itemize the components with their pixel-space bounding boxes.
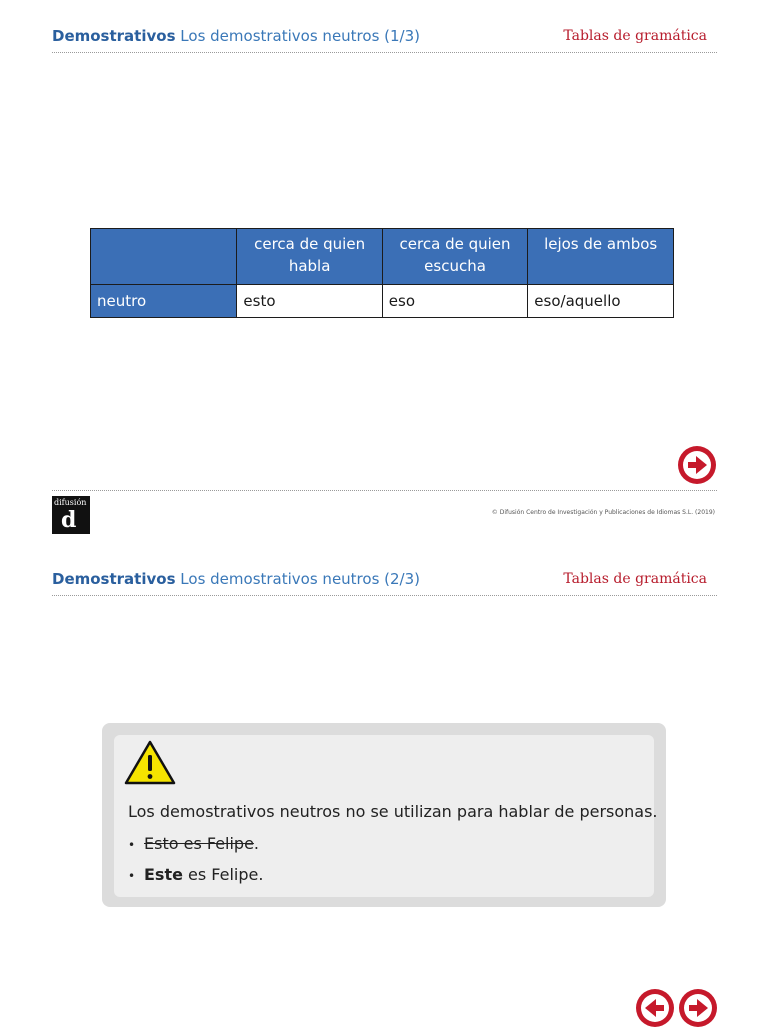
section-title: Demostrativos [52,27,176,45]
slide-header [52,569,717,596]
example-list [128,829,263,891]
arrow-left-icon [636,989,674,1027]
arrow-right-icon [679,989,717,1027]
bullet-icon: • [128,869,136,883]
publisher-logo [52,496,90,534]
subtitle: Los demostrativos neutros (2/3) [180,570,420,588]
logo-glyph: d [61,507,77,533]
section-title: Demostrativos [52,570,176,588]
grammar-tables-label: Tablas de gramática [563,571,707,587]
grammar-tables-label: Tablas de gramática [563,28,707,44]
table-header-cell: cerca de quien habla [237,229,382,285]
table-cell: eso/aquello [528,285,674,318]
logo-word: difusión [54,498,87,507]
table-row [91,285,674,318]
slide-footer [52,490,717,535]
arrow-right-icon [678,446,716,484]
copyright-text: © Difusión Centro de Investigación y Publicaciones de Idiomas S.L. (2019) [491,509,715,516]
warning-text: Los demostrativos neutros no se utilizan para hablar de personas. [128,802,658,821]
next-button[interactable] [678,446,716,484]
table-header-row [91,229,674,285]
page-title [52,26,420,46]
warning-box [102,723,666,907]
list-item [128,860,263,891]
example-rest: . [253,834,260,853]
warning-icon [123,739,177,787]
table-header-cell [91,229,237,285]
incorrect-example: Esto es Felipe [144,834,254,853]
slide-2 [0,543,768,1024]
list-item [128,829,263,860]
table-cell: eso [382,285,528,318]
bullet-icon: • [128,838,136,852]
grammar-table [90,228,674,318]
table-header-cell: lejos de ambos [528,229,674,285]
table-cell: esto [237,285,382,318]
table-header-cell: cerca de quien escucha [382,229,528,285]
previous-button[interactable] [636,989,674,1027]
table-row-label: neutro [91,285,237,318]
example-rest: es Felipe. [182,865,264,884]
warning-box-inner [114,735,658,897]
slide-header [52,26,717,53]
page-title [52,569,420,589]
next-button[interactable] [679,989,717,1027]
correct-example-word: Este [144,865,183,884]
subtitle: Los demostrativos neutros (1/3) [180,27,420,45]
